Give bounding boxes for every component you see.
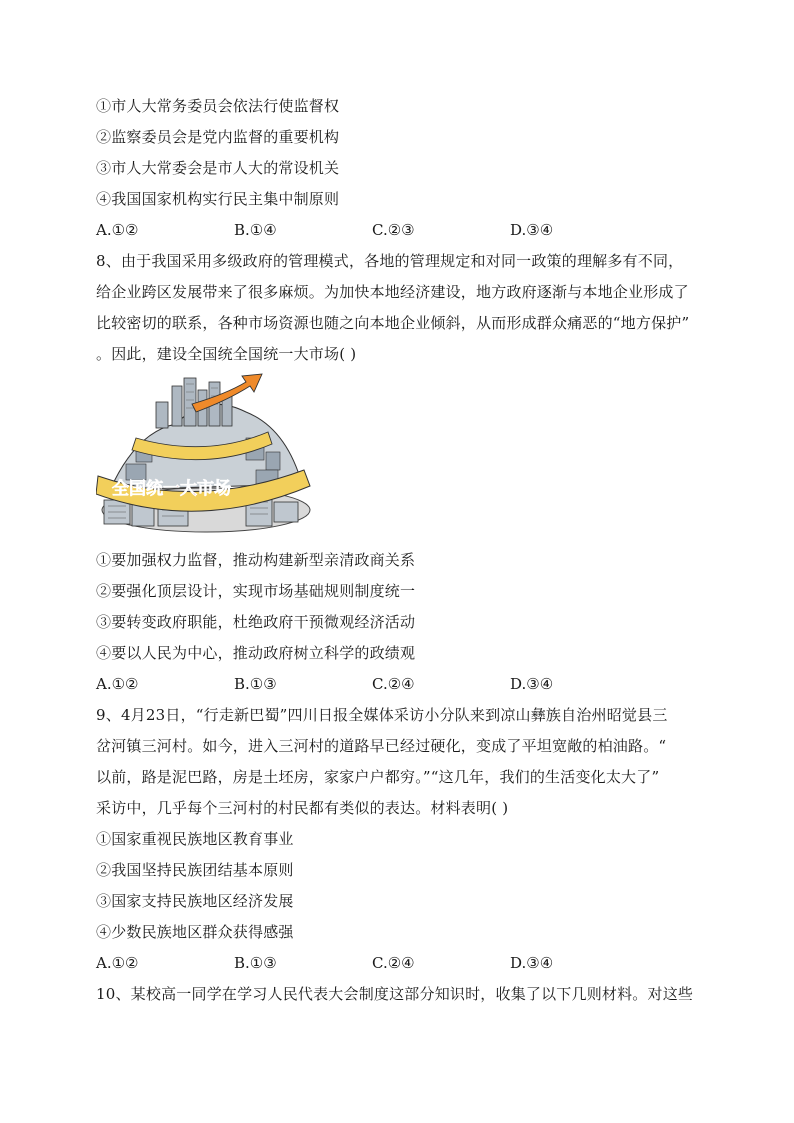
q10-stem-line-1: 10、某校高一同学在学习人民代表大会制度这部分知识时，收集了以下几则材料。对这些 [96,985,694,1003]
q9-item-2: ②我国坚持民族团结基本原则 [96,861,294,879]
q9-item-4: ④少数民族地区群众获得感强 [96,923,294,941]
q7-option-a[interactable]: A.①② [96,221,139,239]
q7-option-b[interactable]: B.①④ [234,221,277,239]
q9-stem-line-4: 采访中，几乎每个三河村的村民都有类似的表达。材料表明( ) [96,799,509,817]
q9-stem-line-3: 以前，路是泥巴路，房是土坯房，家家户户都穷。”“这几年，我们的生活变化太大了” [96,768,660,786]
q9-item-3: ③国家支持民族地区经济发展 [96,892,294,910]
city-market-illustration [96,372,314,536]
q8-illustration [96,372,314,536]
q7-item-3: ③市人大常委会是市人大的常设机关 [96,159,340,177]
q8-options [96,674,716,694]
q8-stem-line-4: 。因此，建设全国统全国统一大市场( ) [96,345,357,363]
q9-option-d[interactable]: D.③④ [510,954,554,972]
q8-stem-line-2: 给企业跨区发展带来了很多麻烦。为加快本地经济建设，地方政府逐渐与本地企业形成了 [96,283,689,301]
q9-stem-line-2: 岔河镇三河村。如今，进入三河村的道路早已经过硬化，变成了平坦宽敞的柏油路。“ [96,737,667,755]
q9-stem-line-1: 9、4月23日，“行走新巴蜀”四川日报全媒体采访小分队来到凉山彝族自治州昭觉县三 [96,706,668,724]
figure-banner-text: 全国统一大市场 [112,479,231,499]
q7-item-4: ④我国国家机构实行民主集中制原则 [96,190,340,208]
q9-item-1: ①国家重视民族地区教育事业 [96,830,294,848]
q8-option-c[interactable]: C.②④ [372,675,415,693]
q8-item-4: ④要以人民为中心，推动政府树立科学的政绩观 [96,644,416,662]
q8-stem-line-1: 8、由于我国采用多级政府的管理模式，各地的管理规定和对同一政策的理解多有不同， [96,252,684,270]
q8-stem-line-3: 比较密切的联系，各种市场资源也随之向本地企业倾斜，从而形成群众痛恶的“地方保护” [96,314,690,332]
q8-option-a[interactable]: A.①② [96,675,139,693]
q7-option-c[interactable]: C.②③ [372,221,415,239]
q7-item-2: ②监察委员会是党内监督的重要机构 [96,128,340,146]
q7-options [96,220,716,240]
q7-option-d[interactable]: D.③④ [510,221,554,239]
q9-option-b[interactable]: B.①③ [234,954,277,972]
q8-option-d[interactable]: D.③④ [510,675,554,693]
q8-item-3: ③要转变政府职能，杜绝政府干预微观经济活动 [96,613,416,631]
q8-item-2: ②要强化顶层设计，实现市场基础规则制度统一 [96,582,416,600]
q9-option-c[interactable]: C.②④ [372,954,415,972]
q9-option-a[interactable]: A.①② [96,954,139,972]
q8-option-b[interactable]: B.①③ [234,675,277,693]
q9-options [96,953,716,973]
q7-item-1: ①市人大常务委员会依法行使监督权 [96,97,340,115]
q8-item-1: ①要加强权力监督，推动构建新型亲清政商关系 [96,551,416,569]
